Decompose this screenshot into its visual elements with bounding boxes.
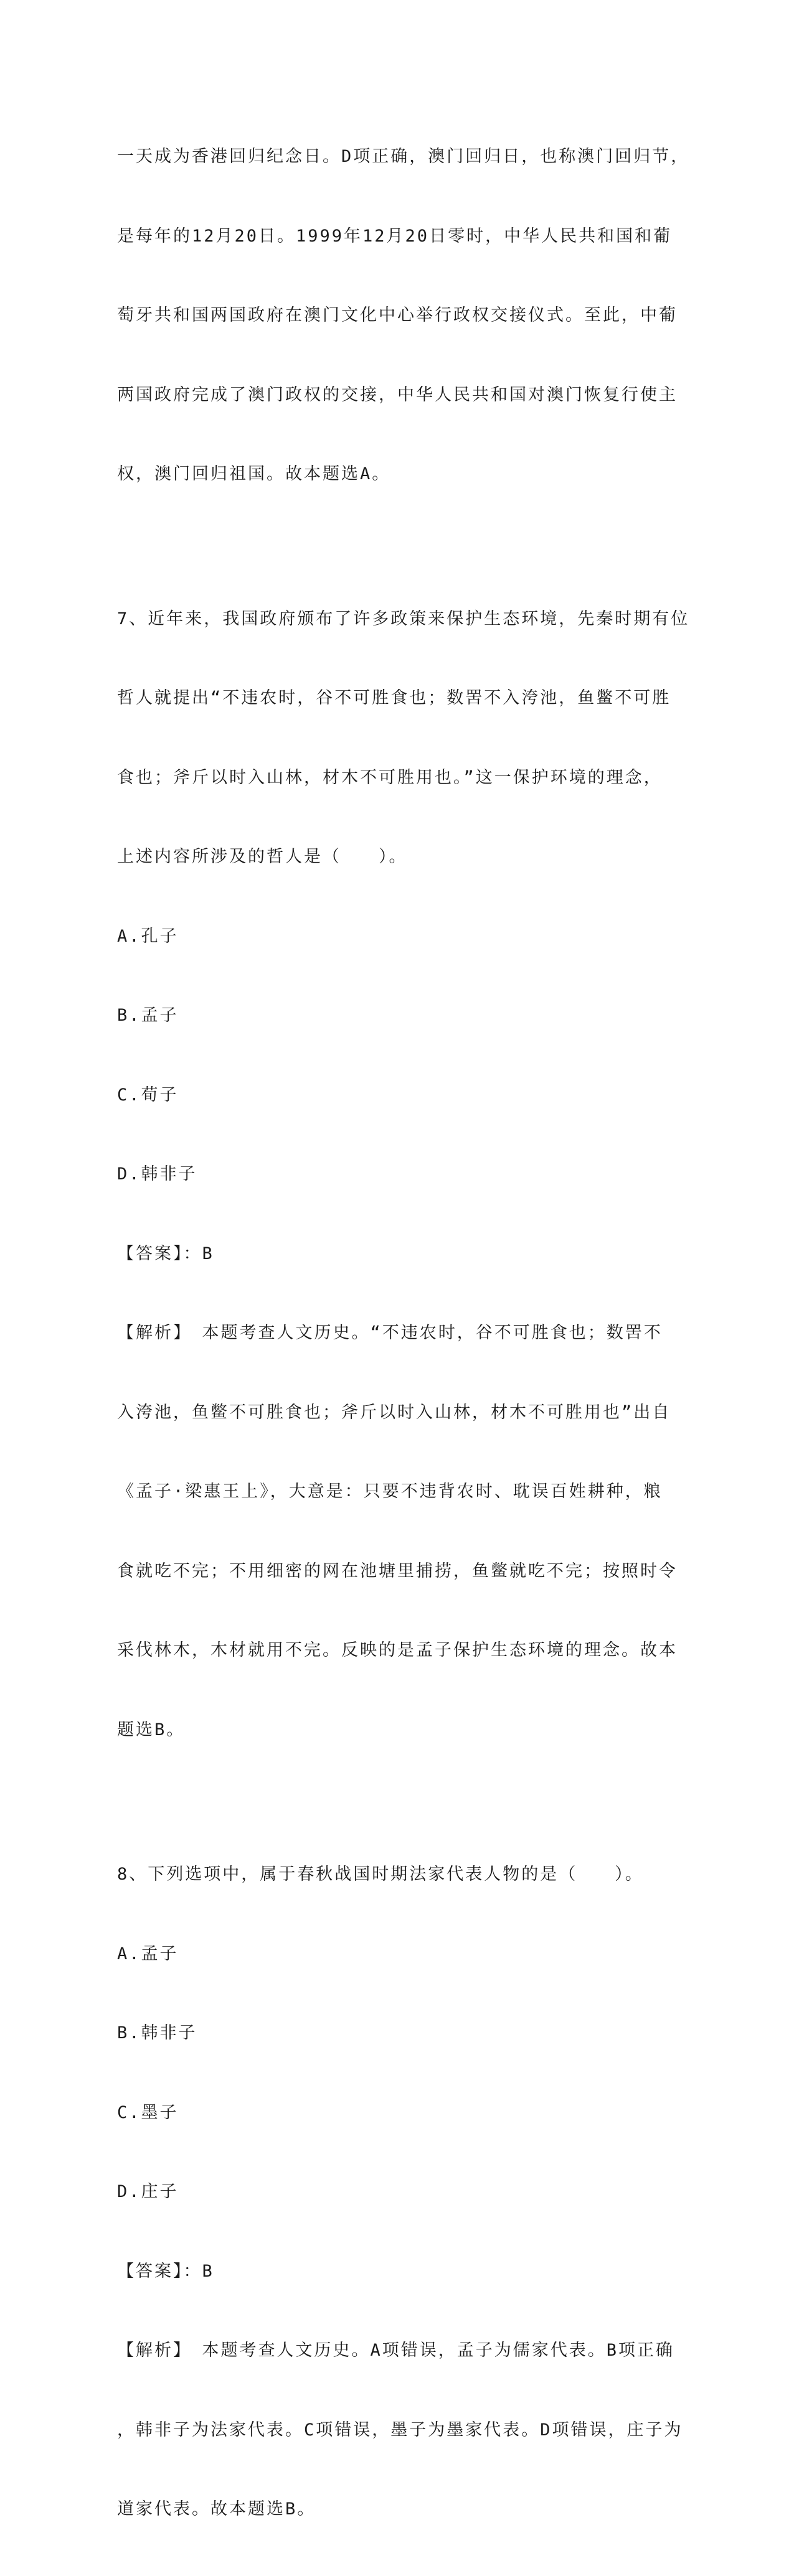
text-line: 两国政府完成了澳门政权的交接，中华人民共和国对澳门恢复行使主: [117, 385, 678, 405]
option-a: A.孔子: [117, 926, 179, 946]
answer-line: 【答案】：B: [117, 2261, 214, 2281]
option-c: C.墨子: [117, 2102, 179, 2122]
document-body: [117, 91, 690, 2576]
option-c: C.荀子: [117, 1085, 179, 1105]
question-7: [117, 553, 690, 1797]
analysis-line: 《孟子·梁惠王上》，大意是：只要不违背农时、耽误百姓耕种，粮: [117, 1482, 663, 1501]
previous-analysis-continuation: [117, 91, 690, 541]
answer-line: 【答案】：B: [117, 1244, 214, 1263]
analysis-line: 采伐林木，木材就用不完。反映的是孟子保护生态环境的理念。故本: [117, 1641, 678, 1660]
question-stem-line: 8、下列选项中，属于春秋战国时期法家代表人物的是（ ）。: [117, 1865, 644, 1884]
option-a: A.孟子: [117, 1944, 179, 1964]
option-d: D.庄子: [117, 2182, 179, 2201]
option-d: D.韩非子: [117, 1164, 197, 1184]
analysis-line: ，韩非子为法家代表。C项错误，墨子为墨家代表。D项错误，庄子为: [117, 2420, 683, 2440]
text-line: 一天成为香港回归纪念日。D项正确，澳门回归日，也称澳门回归节，: [117, 147, 690, 166]
analysis-line: 食就吃不完；不用细密的网在池塘里捕捞，鱼鳖就吃不完；按照时令: [117, 1561, 678, 1581]
question-stem-line: 7、近年来，我国政府颁布了许多政策来保护生态环境，先秦时期有位: [117, 609, 690, 629]
analysis-line: 【解析】 本题考查人文历史。“不违农时，谷不可胜食也；数罟不: [117, 1323, 663, 1342]
analysis-line: 题选B。: [117, 1720, 186, 1740]
analysis-line: 入洿池，鱼鳖不可胜食也；斧斤以时入山林，材木不可胜用也”出自: [117, 1402, 671, 1422]
question-stem-line: 上述内容所涉及的哲人是（ ）。: [117, 847, 408, 866]
question-stem-line: 食也；斧斤以时入山林，材木不可胜用也。”这一保护环境的理念，: [117, 767, 663, 787]
analysis-line: 道家代表。故本题选B。: [117, 2499, 316, 2519]
option-b: B.孟子: [117, 1006, 179, 1025]
option-b: B.韩非子: [117, 2023, 197, 2043]
text-line: 是每年的12月20日。1999年12月20日零时，中华人民共和国和葡: [117, 226, 673, 246]
analysis-line: 【解析】 本题考查人文历史。A项错误，孟子为儒家代表。B项正确: [117, 2341, 675, 2360]
question-stem-line: 哲人就提出“不违农时，谷不可胜食也；数罟不入洿池，鱼鳖不可胜: [117, 688, 671, 708]
text-line: 权，澳门回归祖国。故本题选A。: [117, 464, 391, 484]
question-8: [117, 1809, 683, 2576]
text-line: 萄牙共和国两国政府在澳门文化中心举行政权交接仪式。至此，中葡: [117, 306, 678, 325]
